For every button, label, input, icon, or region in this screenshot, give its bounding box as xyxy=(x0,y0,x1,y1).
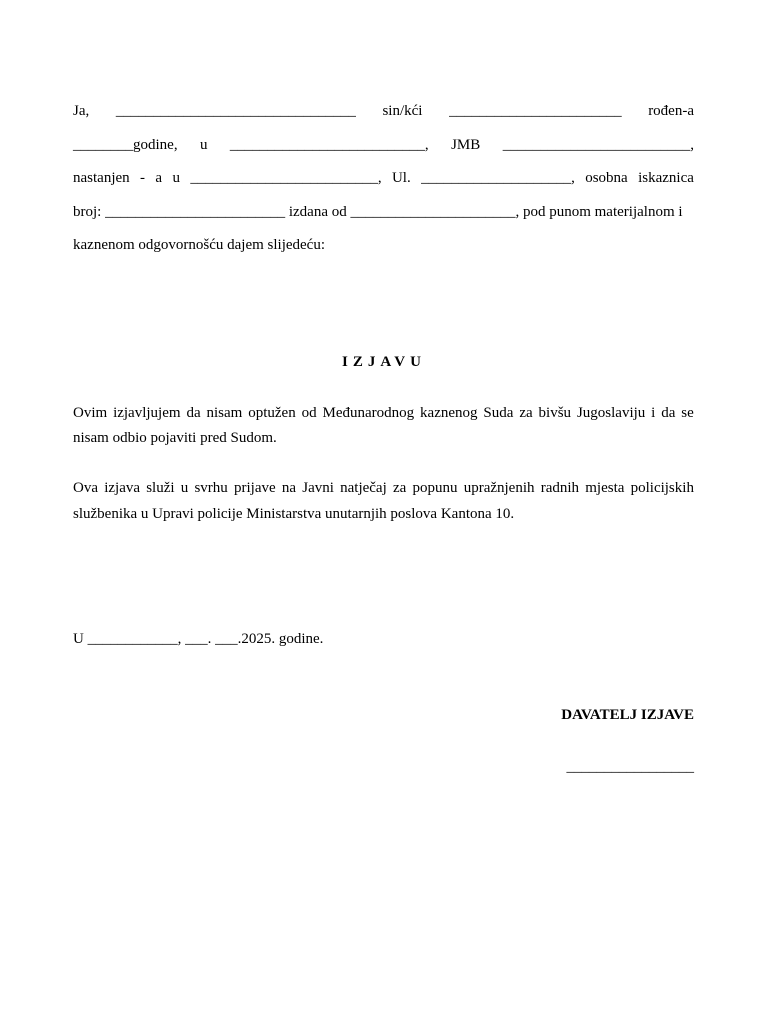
word: se xyxy=(681,405,694,421)
word: od xyxy=(301,405,317,421)
word: kaznenog xyxy=(420,405,478,421)
word: da xyxy=(186,405,201,421)
word: popunu xyxy=(412,480,458,496)
statement-paragraph-1-line-1 xyxy=(73,404,694,422)
word: Ova xyxy=(73,480,98,496)
word: izjavljujem xyxy=(113,405,181,421)
signature-line: _________________ xyxy=(566,759,694,775)
statement-paragraph-2-line-2: službenika u Upravi policije Ministarstva unutarnjih poslova Kantona 10. xyxy=(73,506,515,522)
form-line-3 xyxy=(73,169,694,187)
form-line-5: kaznenom odgovornošću dajem slijedeću: xyxy=(73,237,326,253)
form-line-2 xyxy=(73,136,694,154)
document-title: IZJAVU xyxy=(342,354,426,370)
form-text: - xyxy=(140,170,146,186)
signature-label: DAVATELJ IZJAVE xyxy=(561,707,694,723)
form-text: iskaznica xyxy=(638,170,694,186)
word: Ovim xyxy=(73,405,108,421)
word: upražnjenih xyxy=(463,480,535,496)
word: prijave xyxy=(234,480,276,496)
word: Jugoslaviju xyxy=(576,405,646,421)
word: služi xyxy=(146,480,175,496)
form-text: Ul. xyxy=(391,170,411,186)
word: natječaj xyxy=(340,480,387,496)
place-date-line: U ____________, ___. ___.2025. godine. xyxy=(73,631,324,647)
word: mjesta xyxy=(585,480,625,496)
form-text: rođen-a xyxy=(648,103,694,119)
birth-year-blank: ________godine, xyxy=(73,137,178,153)
word: na xyxy=(281,480,297,496)
street-blank: ____________________, xyxy=(421,170,575,186)
word: Suda xyxy=(483,405,514,421)
word: da xyxy=(661,405,676,421)
word: svrhu xyxy=(194,480,228,496)
form-text: sin/kći xyxy=(382,103,423,119)
statement-paragraph-2-line-1 xyxy=(73,479,694,497)
word: bivšu xyxy=(538,405,572,421)
form-text: Ja, xyxy=(73,103,90,119)
birth-place-blank: __________________________, xyxy=(229,137,429,153)
form-line-4: broj: ________________________ izdana od ______________________, pod punom materijalnom i xyxy=(73,204,683,220)
word: i xyxy=(651,405,656,421)
word: izjava xyxy=(104,480,141,496)
form-text: a xyxy=(155,170,163,186)
word: za xyxy=(519,405,533,421)
form-text: u xyxy=(200,137,208,153)
word: u xyxy=(180,480,189,496)
form-text: JMB xyxy=(451,137,481,153)
residence-blank: _________________________, xyxy=(190,170,382,186)
name-blank: ________________________________ xyxy=(115,103,356,119)
form-text: u xyxy=(172,170,180,186)
parent-name-blank: _______________________ xyxy=(449,103,622,119)
form-line-1 xyxy=(73,102,694,120)
word: za xyxy=(392,480,407,496)
form-text: osobna xyxy=(585,170,628,186)
word: nisam xyxy=(206,405,243,421)
word: optužen xyxy=(248,405,296,421)
word: policijskih xyxy=(630,480,694,496)
word: Javni xyxy=(302,480,334,496)
word: Međunarodnog xyxy=(322,405,415,421)
jmb-blank: _________________________, xyxy=(502,137,694,153)
word: radnih xyxy=(540,480,580,496)
form-text: nastanjen xyxy=(73,170,130,186)
statement-paragraph-1-line-2: nisam odbio pojaviti pred Sudom. xyxy=(73,430,277,446)
